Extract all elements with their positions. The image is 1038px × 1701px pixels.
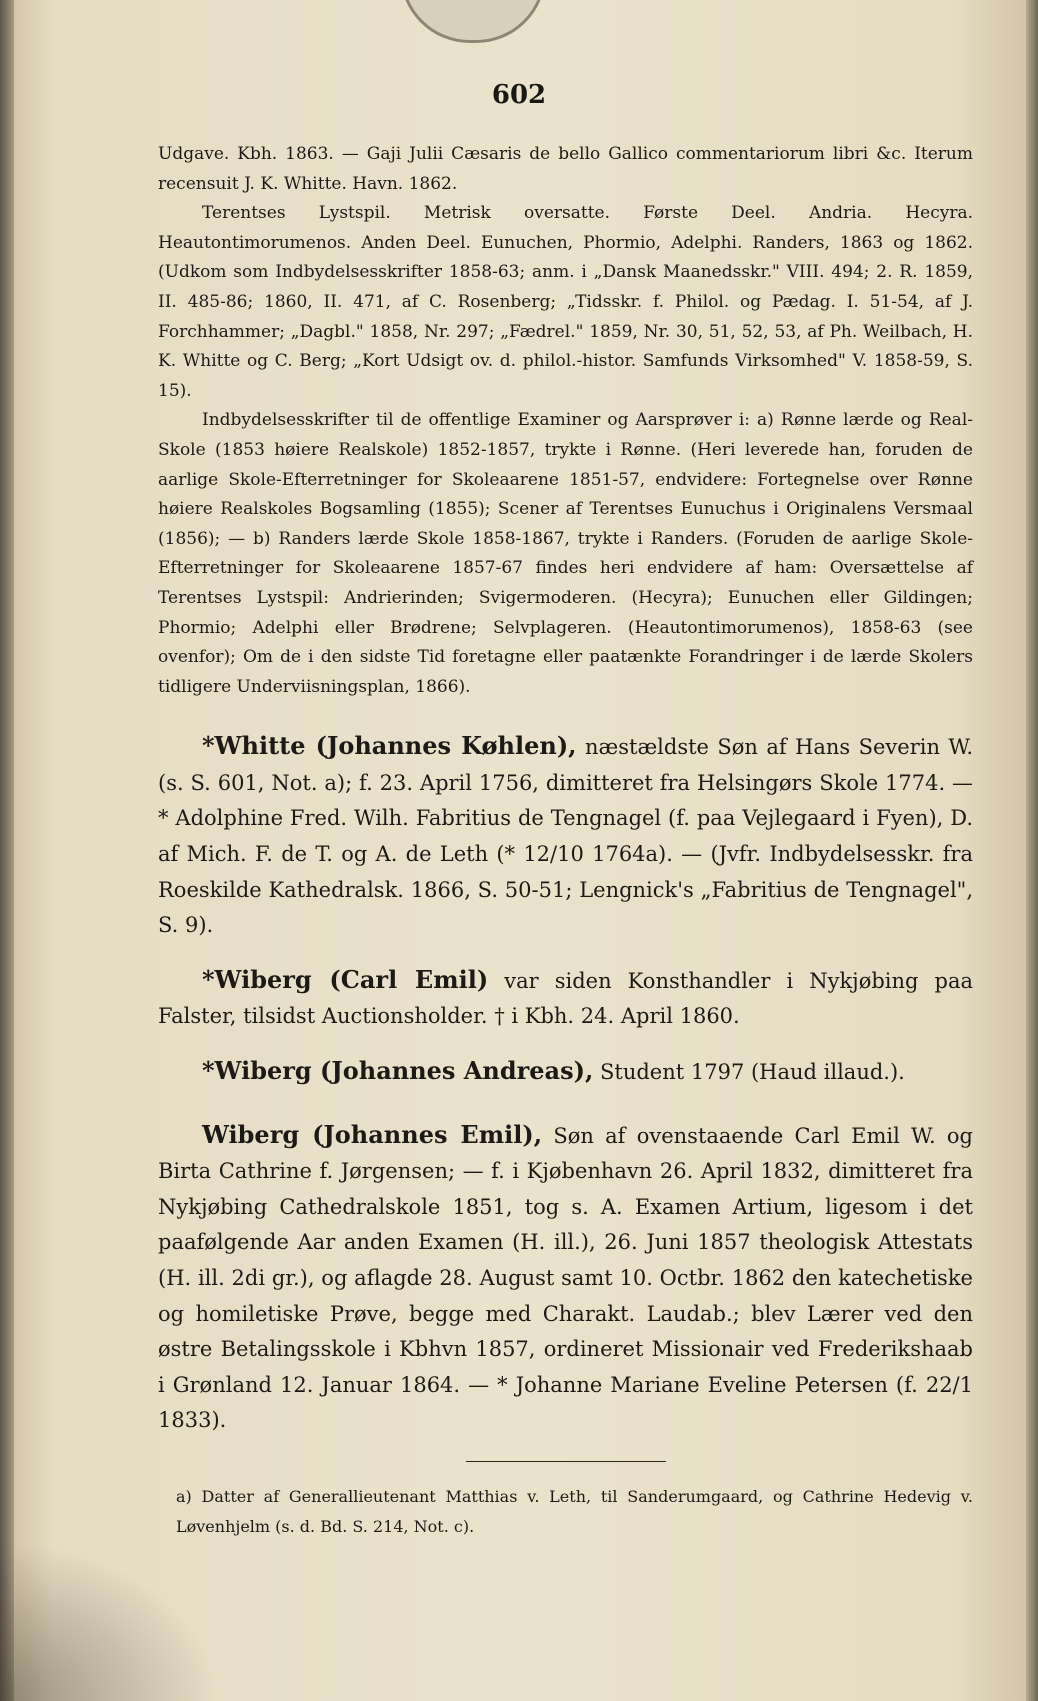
page-tab-notch [400, 0, 546, 43]
page-body [158, 140, 973, 1558]
footnote: a) Datter af Generallieutenant Matthias v. Leth, til Sanderumgaard, og Cathrine Hedevig v. Løvenhjelm (s. d. Bd. S. 214, Not. c). [176, 1486, 973, 1536]
page-edge-left [0, 0, 14, 1701]
paragraph-text: næstældste Søn af Hans Severin W. (s. S. 601, Not. a); f. 23. April 1756, dimitteret fra Helsingørs Skole 1774. — * Adolphine Fred. Wilh. Fabritius de Tengnagel (f. paa Vejlegaard i Fyen), D. af Mich. F. de T. og A. de Leth (* 12/10 1764a). — (Jvfr. Indbydelsesskr. fra Roeskilde Kathedralsk. 1866, S. 50-51; Lengnick's „Fabritius de Tengnagel", S. 9). [158, 735, 974, 938]
page-number: 602 [491, 80, 547, 110]
paragraph-text: Søn af ovenstaaende Carl Emil W. og Birta Cathrine f. Jørgensen; — f. i Kjøbenhavn 26. April 1832, dimitteret fra Nykjøbing Cathedralskole 1851, tog s. A. Examen Artium, ligesom i det paafølgende Aar anden Examen (H. ill.), 26. Juni 1857 theologisk Attestats (H. ill. 2di gr.), og aflagde 28. August samt 10. Octbr. 1862 den katechetiske og homiletiske Prøve, begge med Charakt. Laudab.; blev Lærer ved den østre Betalingsskole i Kbhvn 1857, ordineret Missionair ved Frederikshaab i Grønland 12. Januar 1864. — * Johanne Mariane Eveline Petersen (f. 22/1 1833). [158, 1123, 973, 1433]
entry-title: *Whitte (Johannes Køhlen), [202, 731, 577, 761]
page-shadow [0, 1541, 220, 1701]
paragraph-text: Student 1797 (Haud illaud.). [593, 1060, 905, 1085]
paragraph-text: var siden Konsthandler i Nykjøbing paa Falster, tilsidst Auctionsholder. † i Kbh. 24. April 1860. [158, 968, 973, 1029]
entry-title: *Wiberg (Johannes Andreas), [202, 1056, 594, 1086]
entry-title: Wiberg (Johannes Emil), [202, 1119, 543, 1149]
paragraph [158, 728, 973, 944]
paragraph [158, 1117, 973, 1439]
paragraph [158, 406, 973, 702]
page-edge-right [1026, 0, 1038, 1701]
paragraph-text: Indbydelsesskrifter til de offentlige Examiner og Aarsprøver i: a) Rønne lærde og Real-Skole (1853 høiere Realskole) 1852-1857, trykte i Rønne. (Heri leverede han, foruden de aarlige Skole-Efterretninger for Skoleaarene 1851-57, endvidere: Fortegnelse over Rønne høiere Realskoles Bogsamling (1855); Scener af Terentses Eunuchus i Originalens Versmaal (1856); — b) Randers lærde Skole 1858-1867, trykte i Randers. (Foruden de aarlige Skole-Efterretninger for Skoleaarene 1857-67 findes heri endvidere af ham: Oversættelse af Terentses Lystspil: Andrierinden; Svigermoderen. (Hecyra); Eunuchen eller Gildingen; Phormio; Adelphi eller Brødrene; Selvplageren. (Heautontimorumenos), 1858-63 (see ovenfor); Om de i den sidste Tid foretagne eller paatænkte Forandringer i de lærde Skolers tidligere Underviisningsplan, 1866). [158, 410, 973, 697]
footnote-rule [466, 1461, 666, 1462]
paragraph-list [158, 140, 973, 1439]
paragraph-text: Udgave. Kbh. 1863. — Gaji Julii Cæsaris de bello Gallico commentariorum libri &c. Iterum recensuit J. K. Whitte. Havn. 1862. [158, 144, 973, 194]
paragraph [158, 140, 973, 199]
paragraph [158, 199, 973, 406]
paragraph [158, 1053, 973, 1091]
paragraph [158, 962, 973, 1035]
paragraph-text: Terentses Lystspil. Metrisk oversatte. Første Deel. Andria. Hecyra. Heautontimorumenos. Anden Deel. Eunuchen, Phormio, Adelphi. Randers, 1863 og 1862. (Udkom som Indbydelsesskrifter 1858-63; anm. i „Dansk Maanedsskr." VIII. 494; 2. R. 1859, II. 485-86; 1860, II. 471, af C. Rosenberg; „Tidsskr. f. Philol. og Pædag. I. 51-54, af J. Forchhammer; „Dagbl." 1858, Nr. 297; „Fædrel." 1859, Nr. 30, 51, 52, 53, af Ph. Weilbach, H. K. Whitte og C. Berg; „Kort Udsigt ov. d. philol.-histor. Samfunds Virksomhed" V. 1858-59, S. 15). [158, 203, 973, 401]
entry-title: *Wiberg (Carl Emil) [202, 964, 489, 994]
